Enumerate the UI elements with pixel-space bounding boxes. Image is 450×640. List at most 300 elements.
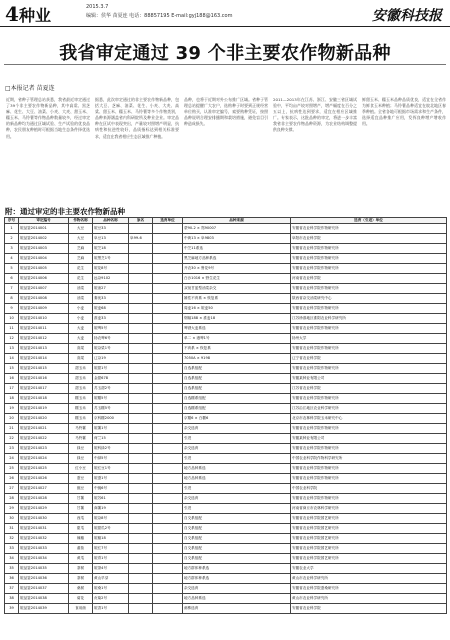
cell-code: 皖品鉴2014022	[19, 434, 69, 444]
editor-contact: 编辑：侯华 苗夏连 电话：88857195 E-mail:gyj188@163.com	[86, 13, 233, 19]
cell-unit: 黄山市农业科学研究所	[291, 574, 447, 584]
cell-original-name	[129, 414, 153, 424]
cell-crop: 马铃薯	[69, 434, 93, 444]
cell-crop: 糯玉米	[69, 394, 93, 404]
cell-source: 蒙90-2 × 郑90007	[183, 224, 291, 234]
cell-original-name	[129, 454, 153, 464]
cell-source: 杂交选育	[183, 584, 291, 594]
cell-original-name	[129, 334, 153, 344]
cell-breeder	[153, 344, 183, 354]
cell-variety: 淮麦33	[93, 314, 129, 324]
cell-code: 皖品鉴2014029	[19, 504, 69, 514]
cell-variety: 皖黑芝1号	[93, 254, 129, 264]
table-row	[5, 224, 447, 234]
cell-no: 13	[5, 344, 19, 354]
cell-crop: 大麦	[69, 324, 93, 334]
cell-variety: 皖桑1号	[93, 584, 129, 594]
cell-unit: 河南省商丘市农林科学研究所	[291, 504, 447, 514]
col-header-crop: 作物名称	[69, 218, 93, 224]
table-row	[5, 334, 447, 344]
cell-source: 引进	[183, 434, 291, 444]
table-row	[5, 524, 447, 534]
cell-no: 16	[5, 374, 19, 384]
cell-breeder	[153, 314, 183, 324]
cell-no: 4	[5, 254, 19, 264]
cell-no: 26	[5, 474, 19, 484]
cell-source: 杂交选育	[183, 424, 291, 434]
cell-variety: 皖红7号	[93, 544, 129, 554]
cell-unit: 安徽省农业科学院作物研究所	[291, 494, 447, 504]
table-row	[5, 324, 447, 334]
table-row	[5, 474, 447, 484]
cell-variety: 皖啤5号	[93, 324, 129, 334]
cell-source: 引进	[183, 484, 291, 494]
cell-no: 20	[5, 414, 19, 424]
cell-code: 皖品鉴2014015	[19, 364, 69, 374]
cell-source: 自选糯系组配	[183, 404, 291, 414]
cell-source: 地方群体种系选	[183, 564, 291, 574]
cell-breeder	[153, 374, 183, 384]
cell-unit: 安徽省农业科学院作物研究所	[291, 304, 447, 314]
table-row	[5, 444, 447, 454]
cell-breeder	[153, 464, 183, 474]
cell-variety: 皖麦68	[93, 304, 129, 314]
cell-no: 39	[5, 604, 19, 614]
cell-code: 皖品鉴2014002	[19, 234, 69, 244]
cell-code: 皖品鉴2014027	[19, 484, 69, 494]
cell-breeder	[153, 404, 183, 414]
cell-unit: 安徽某种业有限公司	[291, 374, 447, 384]
cell-original-name	[129, 374, 153, 384]
cell-original-name	[129, 544, 153, 554]
cell-breeder	[153, 254, 183, 264]
cell-original-name	[129, 224, 153, 234]
cell-crop: 油菜	[69, 294, 93, 304]
cell-original-name	[129, 404, 153, 414]
cell-original-name	[129, 434, 153, 444]
cell-original-name	[129, 244, 153, 254]
table-row	[5, 364, 447, 374]
cell-source: 地方品种系选	[183, 594, 291, 604]
cell-original-name	[129, 324, 153, 334]
cell-breeder	[153, 354, 183, 364]
cell-crop: 甜玉米	[69, 384, 93, 394]
cell-breeder	[153, 494, 183, 504]
cell-unit: 安徽省农业科学院园艺研究所	[291, 544, 447, 554]
cell-variety: 皖红豆1号	[93, 464, 129, 474]
col-header-source: 品种来源	[183, 218, 291, 224]
cell-no: 18	[5, 394, 19, 404]
cell-variety: 苏玉甜2号	[93, 384, 129, 394]
cell-unit: 安徽某种业有限公司	[291, 434, 447, 444]
cell-crop: 黄瓜	[69, 554, 93, 564]
cell-code: 皖品鉴2014012	[19, 334, 69, 344]
cell-source: 周麦16 × 皖麦50	[183, 304, 291, 314]
cell-no: 17	[5, 384, 19, 394]
table-row	[5, 584, 447, 594]
cell-unit: 安徽省农业科学院园艺研究所	[291, 554, 447, 564]
cell-original-name	[129, 304, 153, 314]
cell-code: 皖品鉴2014017	[19, 384, 69, 394]
cell-crop: 芝麻	[69, 244, 93, 254]
cell-original-name	[129, 264, 153, 274]
cell-source: 7050A × 9198	[183, 354, 291, 364]
cell-source: 自交系组配	[183, 524, 291, 534]
cell-crop: 桑树	[69, 584, 93, 594]
cell-crop: 蚕豆	[69, 474, 93, 484]
cell-no: 15	[5, 364, 19, 374]
col-header-breeder: 选育单位	[153, 218, 183, 224]
cell-source: 不育系 × 恢复系	[183, 344, 291, 354]
cell-original-name	[129, 484, 153, 494]
table-row	[5, 344, 447, 354]
cell-code: 皖品鉴2014005	[19, 264, 69, 274]
cell-source: 中黄13 × 阜9803	[183, 234, 291, 244]
cell-source: 烟辐188 × 淮麦18	[183, 314, 291, 324]
cell-unit: 安徽省农业科学院蚕桑研究所	[291, 584, 447, 594]
cell-crop: 大豆	[69, 234, 93, 244]
cell-code: 皖品鉴2014016	[19, 374, 69, 384]
cell-original-name	[129, 464, 153, 474]
cell-unit: 黄山市农业科学研究所	[291, 594, 447, 604]
cell-crop: 菊花	[69, 594, 93, 604]
table-row	[5, 544, 447, 554]
cell-source: 菌株选育	[183, 604, 291, 614]
cell-code: 皖品鉴2014035	[19, 564, 69, 574]
cell-no: 35	[5, 564, 19, 574]
cell-variety: 中绿5号	[93, 454, 129, 464]
cell-crop: 糯玉米	[69, 404, 93, 414]
cell-unit: 安徽省农业科学院	[291, 604, 447, 614]
cell-unit: 河南省农业科学院	[291, 274, 447, 284]
cell-original-name	[129, 394, 153, 404]
cell-source: 自交系组配	[183, 514, 291, 524]
cell-crop: 高粱	[69, 354, 93, 364]
cell-crop: 绿豆	[69, 444, 93, 454]
cell-breeder	[153, 234, 183, 244]
cell-no: 38	[5, 594, 19, 604]
cell-breeder	[153, 294, 183, 304]
cell-code: 皖品鉴2014021	[19, 424, 69, 434]
cell-source: 自交系组配	[183, 544, 291, 554]
table-row	[5, 484, 447, 494]
cell-crop: 茶树	[69, 564, 93, 574]
table-row	[5, 234, 447, 244]
cell-original-name	[129, 314, 153, 324]
table-row	[5, 314, 447, 324]
cell-unit: 安徽省农业科学院园艺研究所	[291, 534, 447, 544]
cell-unit: 阜阳市农业科学院	[291, 234, 447, 244]
cell-no: 32	[5, 534, 19, 544]
cell-code: 皖品鉴2014023	[19, 444, 69, 454]
cell-no: 11	[5, 324, 19, 334]
cell-variety: 皖薯1号	[93, 424, 129, 434]
cell-unit: 江苏省农业科学院	[291, 384, 447, 394]
cell-crop: 食用菌	[69, 604, 93, 614]
cell-unit: 江苏沿江地区农业科学研究所	[291, 404, 447, 414]
cell-breeder	[153, 474, 183, 484]
cell-no: 22	[5, 434, 19, 444]
col-header-unit: 选育（引进）单位	[291, 218, 447, 224]
table-row	[5, 424, 447, 434]
cell-breeder	[153, 454, 183, 464]
cell-breeder	[153, 244, 183, 254]
cell-unit: 安徽省农业科学院作物研究所	[291, 464, 447, 474]
cell-original-name	[129, 344, 153, 354]
cell-code: 皖品鉴2014025	[19, 464, 69, 474]
cell-no: 37	[5, 584, 19, 594]
cell-original-name	[129, 584, 153, 594]
varieties-table	[4, 217, 447, 614]
cell-breeder	[153, 274, 183, 284]
cell-breeder	[153, 334, 183, 344]
cell-variety: 皖科绿2号	[93, 444, 129, 454]
cell-source: 地方品种系选	[183, 474, 291, 484]
cell-breeder	[153, 364, 183, 374]
cell-crop: 大豆	[69, 224, 93, 234]
cell-source: 引进	[183, 454, 291, 464]
cell-unit: 安徽省农业科学院作物研究所	[291, 284, 447, 294]
cell-no: 7	[5, 284, 19, 294]
cell-source: 黑芝麻地方品种系选	[183, 254, 291, 264]
table-row	[5, 384, 447, 394]
article-headline: 我省审定通过 39 个非主要农作物新品种	[59, 43, 391, 64]
cell-no: 25	[5, 464, 19, 474]
cell-code: 皖品鉴2014003	[19, 244, 69, 254]
cell-code: 皖品鉴2014013	[19, 344, 69, 354]
cell-breeder	[153, 484, 183, 494]
cell-breeder	[153, 564, 183, 574]
cell-breeder	[153, 414, 183, 424]
cell-source: 中芝11系选	[183, 244, 291, 254]
cell-breeder	[153, 444, 183, 454]
cell-unit: 辽宁省农业科学院	[291, 354, 447, 364]
cell-variety: 皖茶4号	[93, 564, 129, 574]
cell-variety: 辽杂19	[93, 354, 129, 364]
table-row	[5, 404, 447, 414]
cell-breeder	[153, 304, 183, 314]
page-header	[0, 0, 450, 27]
table-row	[5, 534, 447, 544]
cell-original-name	[129, 284, 153, 294]
table-row	[5, 254, 447, 264]
cell-code: 皖品鉴2014034	[19, 554, 69, 564]
cell-code: 皖品鉴2014026	[19, 474, 69, 484]
cell-variety: 皖青1号	[93, 554, 129, 564]
cell-code: 皖品鉴2014009	[19, 304, 69, 314]
cell-code: 皖品鉴2014024	[19, 454, 69, 464]
table-row	[5, 264, 447, 274]
cell-breeder	[153, 384, 183, 394]
cell-variety: 皖豆33	[93, 224, 129, 234]
cell-original-name	[129, 424, 153, 434]
cell-unit: 安徽省农业科学院作物研究所	[291, 364, 447, 374]
cell-breeder	[153, 594, 183, 604]
col-header-original-name: 原名	[129, 218, 153, 224]
cell-unit: 安徽省农业科学院园艺研究所	[291, 514, 447, 524]
cell-no: 9	[5, 304, 19, 314]
cell-unit: 陕西省杂交油菜研究中心	[291, 294, 447, 304]
col-header-code: 审定编号	[19, 218, 69, 224]
cell-no: 29	[5, 504, 19, 514]
cell-source: 开农30 × 鲁花9号	[183, 264, 291, 274]
cell-unit: 安徽省农业科学院作物研究所	[291, 264, 447, 274]
cell-variety: 贡菊2号	[93, 594, 129, 604]
cell-no: 27	[5, 484, 19, 494]
cell-breeder	[153, 534, 183, 544]
cell-unit: 安徽省农业科学院作物研究所	[291, 474, 447, 484]
cell-variety: 皖香1号	[93, 604, 129, 614]
cell-original-name	[129, 494, 153, 504]
article-column-5: 鲜甜玉米、糯玉米品种品质优良，适宜在全省作为鲜食玉米种植；马铃薯品种适宜在皖北地区春季种植。全省各地可根据市场需求和生产条件，选择适宜品种推广应用，发挥良种增产增收作用。	[362, 97, 446, 127]
table-row	[5, 574, 447, 584]
cell-variety: 皖杂8号	[93, 514, 129, 524]
cell-crop: 油菜	[69, 284, 93, 294]
cell-breeder	[153, 524, 183, 534]
cell-code: 皖品鉴2014037	[19, 584, 69, 594]
cell-crop: 红小豆	[69, 464, 93, 474]
cell-crop: 西瓜	[69, 514, 93, 524]
cell-code: 皖品鉴2014006	[19, 274, 69, 284]
cell-no: 2	[5, 234, 19, 244]
table-row	[5, 504, 447, 514]
cell-source: 自选系组配	[183, 374, 291, 384]
cell-code: 皖品鉴2014007	[19, 284, 69, 294]
cell-crop: 小麦	[69, 314, 93, 324]
cell-crop: 番茄	[69, 544, 93, 554]
cell-variety: 皖苏61	[93, 494, 129, 504]
cell-crop: 花生	[69, 274, 93, 284]
cell-crop: 绿豆	[69, 454, 93, 464]
cell-no: 28	[5, 494, 19, 504]
cell-code: 皖品鉴2014019	[19, 404, 69, 414]
cell-code: 皖品鉴2014008	[19, 294, 69, 304]
cell-unit: 安徽省农业科学院作物研究所	[291, 424, 447, 434]
cell-variety: 远杂9102	[93, 274, 129, 284]
table-row	[5, 304, 447, 314]
cell-variety: 皖椒18	[93, 534, 129, 544]
cell-variety: 皖油27	[93, 284, 129, 294]
cell-breeder	[153, 574, 183, 584]
cell-breeder	[153, 544, 183, 554]
article-byline: □本报记者 苗夏连	[5, 85, 55, 92]
cell-source: 京糯6 × 白糯6	[183, 414, 291, 424]
table-row	[5, 514, 447, 524]
cell-source: 地方品种系选	[183, 464, 291, 474]
cell-crop: 大麦	[69, 334, 93, 344]
cell-source: 地方群体种系选	[183, 574, 291, 584]
cell-variety: 皖芝18	[93, 244, 129, 254]
cell-code: 皖品鉴2014020	[19, 414, 69, 424]
cell-code: 皖品鉴2014038	[19, 594, 69, 604]
cell-original-name	[129, 294, 153, 304]
cell-crop: 高粱	[69, 344, 93, 354]
cell-unit: 江苏徐淮地区淮阴农业科学研究所	[291, 314, 447, 324]
cell-variety: 皖甜1号	[93, 364, 129, 374]
table-row	[5, 354, 447, 364]
table-row	[5, 274, 447, 284]
cell-source: 双低甘蓝型油菜杂交	[183, 284, 291, 294]
cell-original-name	[129, 554, 153, 564]
cell-code: 皖品鉴2014018	[19, 394, 69, 404]
cell-original-name	[129, 444, 153, 454]
cell-variety: 中豌6号	[93, 484, 129, 494]
cell-no: 36	[5, 574, 19, 584]
cell-unit: 中国农业科学院作物科学研究所	[291, 454, 447, 464]
cell-code: 皖品鉴2014028	[19, 494, 69, 504]
cell-code: 皖品鉴2014010	[19, 314, 69, 324]
cell-breeder	[153, 504, 183, 514]
cell-crop: 马铃薯	[69, 424, 93, 434]
cell-crop: 甘薯	[69, 504, 93, 514]
cell-no: 14	[5, 354, 19, 364]
cell-unit: 安徽省农业科学院园艺研究所	[291, 524, 447, 534]
cell-original-name	[129, 574, 153, 584]
cell-source: 自选系组配	[183, 384, 291, 394]
cell-source: 杂交选育	[183, 494, 291, 504]
cell-crop: 甜瓜	[69, 524, 93, 534]
cell-unit: 安徽省农业科学院作物研究所	[291, 224, 447, 234]
cell-crop: 糯玉米	[69, 414, 93, 424]
cell-original-name	[129, 274, 153, 284]
newspaper-brand: 安徽科技报	[372, 8, 442, 24]
cell-variety: 皖甜瓜2号	[93, 524, 129, 534]
col-header-no: 序号	[5, 218, 19, 224]
col-header-variety: 品种名称	[93, 218, 129, 224]
cell-breeder	[153, 264, 183, 274]
cell-original-name	[129, 354, 153, 364]
cell-unit: 安徽省农业科学院作物研究所	[291, 254, 447, 264]
cell-original-name	[129, 534, 153, 544]
article-column-3: 品种，也将于近期对外公布推广区域。省种子管理总站提醒广大农户，选购种子时要到正规经营单位购买，认准审定编号，索要购种凭证，按照品种说明合理安排播期和栽培措施，避免盲目引种造成损失。	[184, 97, 268, 127]
cell-code: 皖品鉴2014036	[19, 574, 69, 584]
table-row	[5, 564, 447, 574]
cell-source: 杂交选育	[183, 444, 291, 454]
cell-code: 皖品鉴2014039	[19, 604, 69, 614]
cell-original-name	[129, 254, 153, 264]
cell-unit: 安徽省农业科学院作物研究所	[291, 244, 447, 254]
cell-variety: 京科糯2000	[93, 414, 129, 424]
table-row	[5, 454, 447, 464]
cell-breeder	[153, 604, 183, 614]
cell-original-name	[129, 474, 153, 484]
cell-code: 皖品鉴2014031	[19, 524, 69, 534]
table-row	[5, 604, 447, 614]
cell-no: 3	[5, 244, 19, 254]
cell-unit: 安徽省农业科学院作物研究所	[291, 324, 447, 334]
cell-unit: 安徽农业大学	[291, 564, 447, 574]
cell-no: 12	[5, 334, 19, 344]
cell-unit: 安徽省农业科学院作物研究所	[291, 394, 447, 404]
cell-breeder	[153, 554, 183, 564]
cell-original-name	[129, 364, 153, 374]
cell-variety: 苏玉糯5号	[93, 404, 129, 414]
cell-crop: 甘薯	[69, 494, 93, 504]
cell-variety: 金甜678	[93, 374, 129, 384]
cell-crop: 甜玉米	[69, 364, 93, 374]
cell-variety: 阜豆13	[93, 234, 129, 244]
cell-source: 自交系组配	[183, 534, 291, 544]
cell-original-name	[129, 384, 153, 394]
cell-original-name	[129, 514, 153, 524]
cell-no: 5	[5, 264, 19, 274]
cell-crop: 辣椒	[69, 534, 93, 544]
cell-breeder	[153, 424, 183, 434]
cell-unit: 中国农业科学院	[291, 484, 447, 494]
cell-unit: 扬州大学	[291, 334, 447, 344]
headline-divider	[4, 64, 446, 65]
cell-crop: 芝麻	[69, 254, 93, 264]
